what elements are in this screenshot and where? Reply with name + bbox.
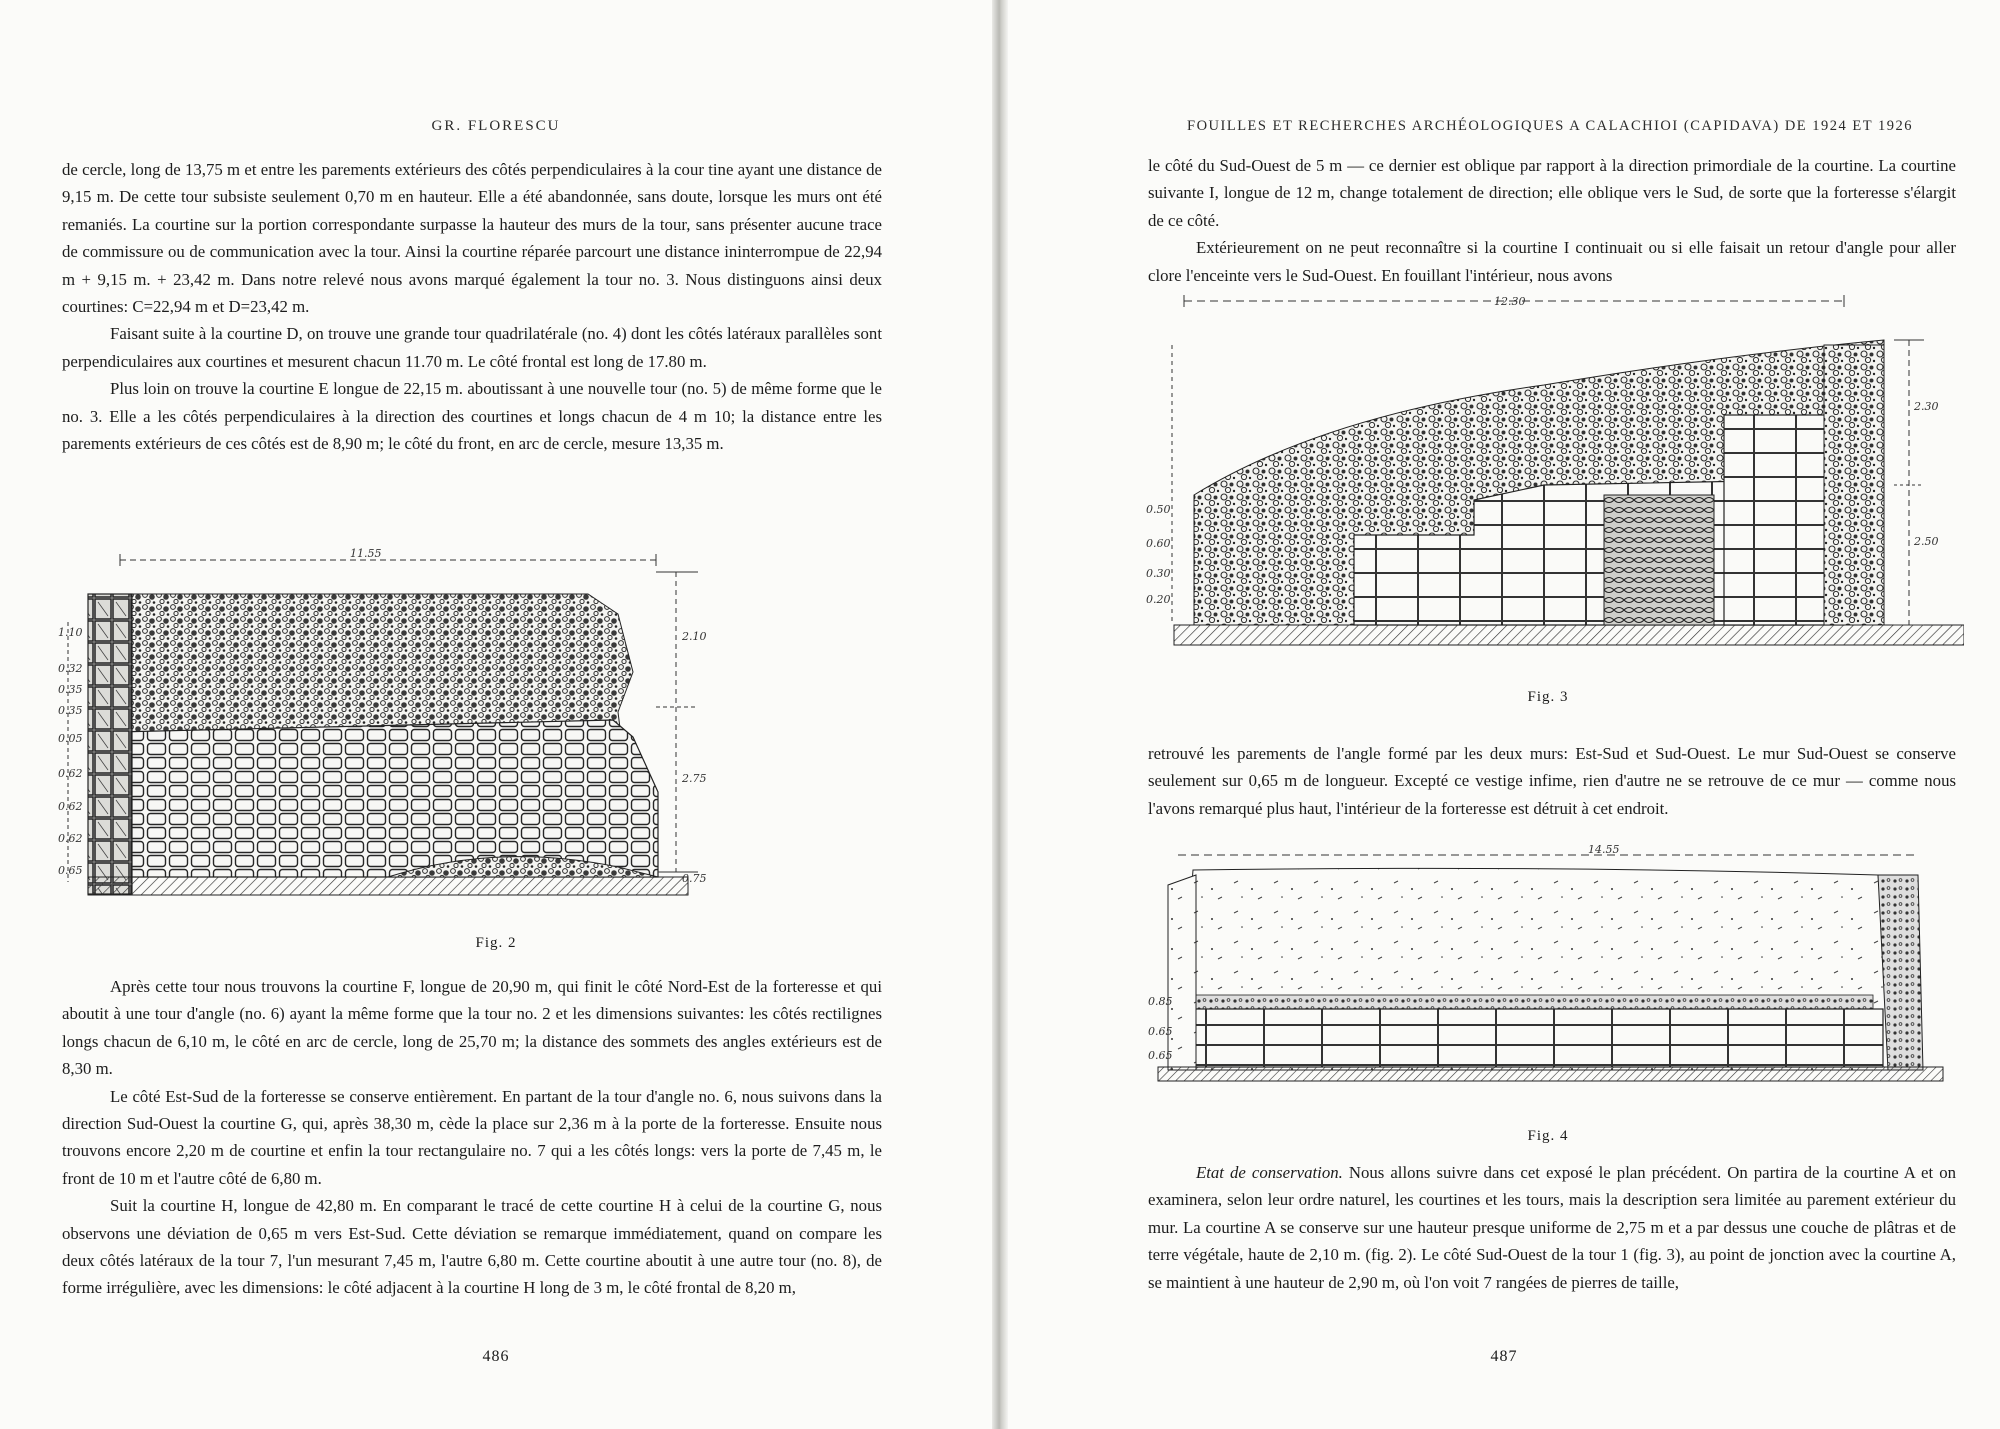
paragraph: le côté du Sud-Ouest de 5 m — ce dernier est oblique par rapport à la direction primordiale de la courtine. La courtine suivante I, longue de 12 m, change totalement de direction; elle oblique vers le Sud, de sorte que la forteresse s'élargit de ce côté. bbox=[1148, 156, 1956, 230]
figure-4-left-label-1: 0.85 bbox=[1148, 995, 1173, 1008]
paragraph-body: Nous allons suivre dans cet exposé le plan précédent. On partira de la courtine A et on examinera, selon leur ordre naturel, les courtines et les tours, mais la description sera limitée au parement extérieur du mur. La courtine A se conserve sur une hauteur presque uniforme de 2,75 m et a par dessus une couche de plâtras et de terre végétale, haute de 2,10 m. (fig. 2). Le côté Sud-Ouest de la tour 1 (fig. 3), au point de jonction avec la courtine A, se maintient à une hauteur de 2,90 m, où l'on voit 7 rangées de pierres de taille, bbox=[1148, 1163, 1956, 1292]
paragraph: Faisant suite à la courtine D, on trouve une grande tour quadrilatérale (no. 4) dont les côtés latéraux parallèles sont perpendiculaires aux courtines et mesurent chacun 11.70 m. Le côté frontal est long de 17.80 m. bbox=[62, 324, 882, 371]
figure-4-wall-elevation bbox=[1148, 845, 1953, 1105]
figure-2-right-label-1: 2.10 bbox=[682, 630, 707, 643]
page-number-left: 486 bbox=[482, 1348, 510, 1365]
figure-2-left-label-6: 0.62 bbox=[58, 767, 83, 780]
paragraph: Après cette tour nous trouvons la courtine F, longue de 20,90 m, qui finit le côté Nord-Est de la forteresse et qui aboutit à une tour d'angle (no. 6) ayant la même forme que la tour no. 2 et les dimensions suivantes: les côtés rectilignes longs chacun de 6,10 m, le côté en arc de cercle, long de 25,70 m; la distance des sommets des angles extérieurs est de 8,30 m. bbox=[62, 977, 882, 1079]
figure-3-left-label-4: 0.20 bbox=[1146, 593, 1171, 606]
running-head-right: FOUILLES ET RECHERCHES ARCHÉOLOGIQUES A CALACHIOI (CAPIDAVA) DE 1924 ET 1926 bbox=[1187, 118, 1913, 134]
figure-2-left-label-1: 1.10 bbox=[58, 626, 83, 639]
figure-4-caption: Fig. 4 bbox=[1527, 1128, 1569, 1144]
paragraph: Le côté Est-Sud de la forteresse se conserve entièrement. En partant de la tour d'angle no. 6, nous suivons dans la direction Sud-Ouest la courtine G, qui, après 38,30 m, cède la place sur 2,36 m à la porte de la forteresse. Ensuite nous trouvons encore 2,20 m de courtine et enfin la tour rectangulaire no. 7 qui a les côtés longs: vers la porte de 7,45 m, le front de 10 m et l'autre côté de 6,80 m. bbox=[62, 1086, 882, 1188]
figure-4-left-label-3: 0.65 bbox=[1148, 1049, 1173, 1062]
figure-4-left-label-2: 0.65 bbox=[1148, 1025, 1173, 1038]
left-text-top bbox=[62, 156, 882, 457]
right-text-top bbox=[1148, 152, 1956, 289]
figure-2-left-label-4: 0.35 bbox=[58, 704, 83, 717]
paragraph: Plus loin on trouve la courtine E longue de 22,15 m. aboutissant à une nouvelle tour (no. 5) de même forme que le no. 3. Elle a les côtés perpendiculaires à la direction des courtines et longs chacun de 4 m 10; la distance entre les parements extérieurs de ces côtés est de 8,90 m; le côté du front, en arc de cercle, mesure 13,35 m. bbox=[62, 379, 882, 454]
figure-2-caption: Fig. 2 bbox=[475, 935, 517, 951]
figure-2-left-label-7: 0.62 bbox=[58, 800, 83, 813]
figure-2-left-label-2: 0.32 bbox=[58, 662, 83, 675]
figure-2-left-label-5: 0.05 bbox=[58, 732, 83, 745]
figure-3-wall-elevation bbox=[1124, 285, 1964, 655]
running-head-left: GR. FLORESCU bbox=[431, 118, 561, 134]
right-page bbox=[1008, 0, 2000, 1429]
figure-2-wall-elevation bbox=[58, 532, 888, 922]
figure-2-left-label-9: 0.65 bbox=[58, 864, 83, 877]
right-text-bottom bbox=[1148, 1159, 1956, 1296]
left-page bbox=[0, 0, 992, 1429]
left-text-bottom bbox=[62, 973, 882, 1302]
figure-3-left-label-2: 0.60 bbox=[1146, 537, 1171, 550]
figure-4-width-label: 14.55 bbox=[1588, 845, 1620, 856]
right-text-middle bbox=[1148, 740, 1956, 822]
paragraph bbox=[1148, 1159, 1956, 1296]
figure-2-width-label: 11.55 bbox=[350, 547, 382, 560]
paragraph: Extérieurement on ne peut reconnaître si la courtine I continuait ou si elle faisait un retour d'angle pour aller clore l'enceinte vers le Sud-Ouest. En fouillant l'intérieur, nous avons bbox=[1148, 238, 1956, 285]
page-number-right: 487 bbox=[1490, 1348, 1518, 1365]
figure-2-right-label-2: 2.75 bbox=[682, 772, 707, 785]
book-gutter bbox=[992, 0, 1008, 1429]
figure-2-left-label-3: 0.35 bbox=[58, 683, 83, 696]
figure-3-left-label-3: 0.30 bbox=[1146, 567, 1171, 580]
figure-2-right-label-3: 0.75 bbox=[682, 872, 707, 885]
figure-3-right-label-1: 2.30 bbox=[1914, 400, 1939, 413]
figure-3-caption: Fig. 3 bbox=[1527, 689, 1569, 705]
paragraph: retrouvé les parements de l'angle formé par les deux murs: Est-Sud et Sud-Ouest. Le mur Sud-Ouest se conserve seulement sur 0,65 m de longueur. Excepté ce vestige infime, rien d'autre ne se retrouve de ce mur — comme nous l'avons remarqué plus haut, l'intérieur de la forteresse est détruit à cet endroit. bbox=[1148, 744, 1956, 818]
paragraph: Suit la courtine H, longue de 42,80 m. En comparant le tracé de cette courtine H à celui de la courtine G, nous observons une déviation de 0,65 m vers Est-Sud. Cette déviation se remarque immédiatement, quand on compare les deux côtés latéraux de la tour 7, l'un mesurant 7,45 m, l'autre 6,80 m. Cette courtine aboutit à une autre tour (no. 8), de forme irrégulière, avec les dimensions: le côté adjacent à la courtine H long de 3 m, le côté frontal de 8,20 m, bbox=[62, 1196, 882, 1298]
figure-3-left-label-1: 0.50 bbox=[1146, 503, 1171, 516]
figure-3-width-label: 12.30 bbox=[1494, 295, 1526, 308]
figure-2-left-label-8: 0.62 bbox=[58, 832, 83, 845]
paragraph: de cercle, long de 13,75 m et entre les parements extérieurs des côtés perpendiculaires à la cour tine ayant une distance de 9,15 m. De cette tour subsiste seulement 0,70 m en hauteur. Elle a été abandonnée, sans doute, lorsque les murs ont été remaniés. La courtine sur la portion correspondante surpasse la hauteur des murs de la tour, sans présenter aucune trace de commissure ou de communication avec la tour. Ainsi la courtine réparée parcourt une distance ininterrompue de 22,94 m + 9,15 m. + 23,42 m. Dans notre relevé nous avons marqué également la tour no. 3. Nous distinguons ainsi deux courtines: C=22,94 m et D=23,42 m. bbox=[62, 160, 882, 317]
section-lead: Etat de conservation. bbox=[1196, 1163, 1343, 1182]
figure-3-right-label-2: 2.50 bbox=[1914, 535, 1939, 548]
